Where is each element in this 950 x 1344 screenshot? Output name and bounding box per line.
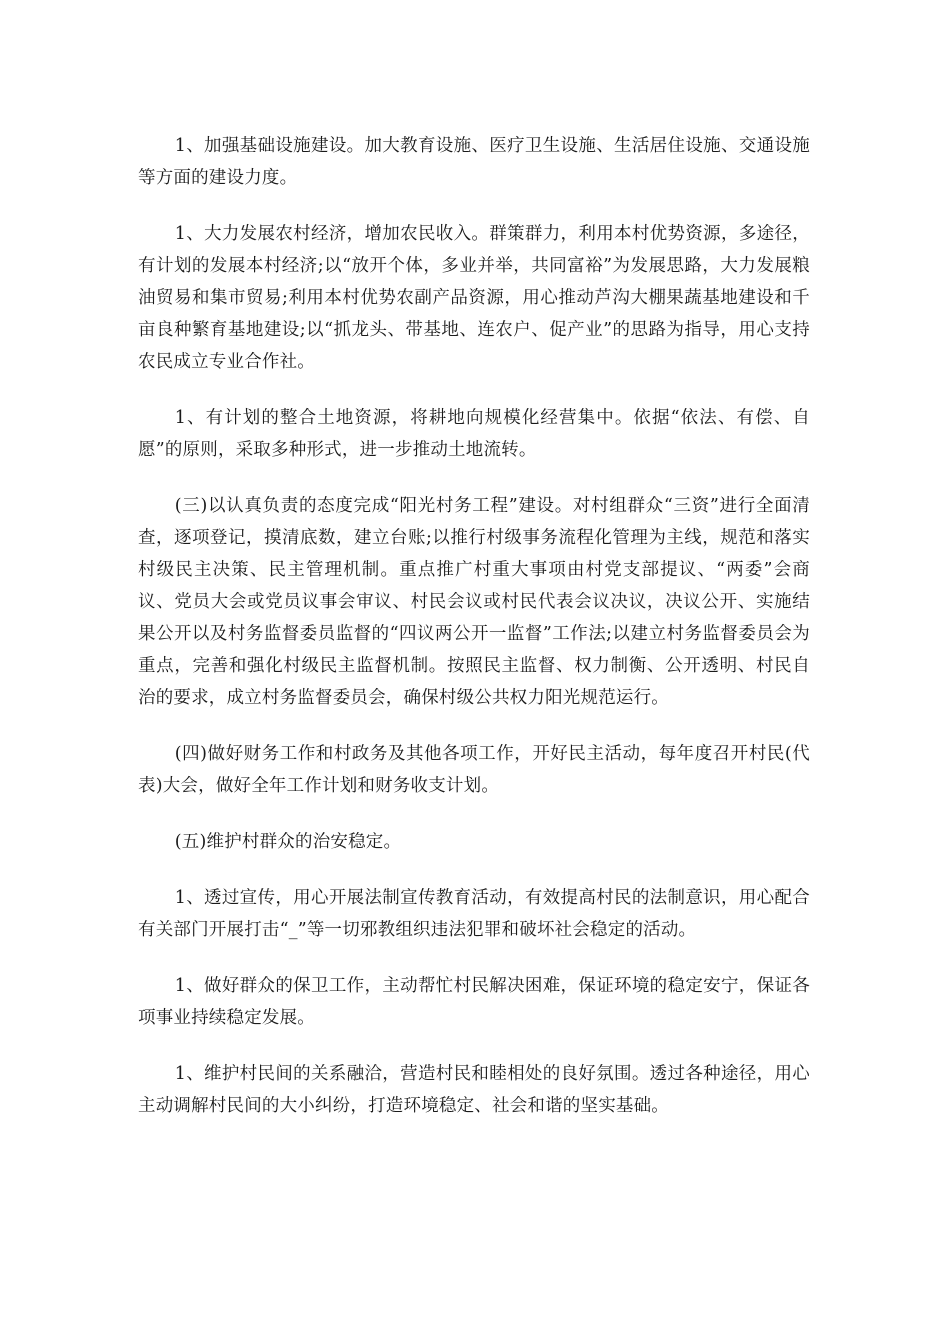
paragraph-rural-economy: 1、大力发展农村经济，增加农民收入。群策群力，利用本村优势资源，多途径，有计划的发展本村经济;以“放开个体，多业并举，共同富裕”为发展思路，大力发展粮油贸易和集市贸易;利用本村优势农副产品资源，用心推动芦沟大棚果蔬基地建设和千亩良种繁育基地建设;以“抓龙头、带基地、连农户、促产业”的思路为指导，用心支持农民成立专业合作社。	[138, 224, 810, 372]
paragraph-land-resources: 1、有计划的整合土地资源，将耕地向规模化经营集中。依据“依法、有偿、自愿”的原则，采取多种形式，进一步推动土地流转。	[138, 408, 810, 460]
paragraph-public-security-heading: (五)维护村群众的治安稳定。	[174, 832, 402, 852]
paragraph-harmonious-relations: 1、维护村民间的关系融洽，营造村民和睦相处的良好氛围。透过各种途径，用心主动调解村民间的大小纠纷，打造环境稳定、社会和谐的坚实基础。	[138, 1064, 810, 1116]
paragraph-finance-work: (四)做好财务工作和村政务及其他各项工作，开好民主活动，每年度召开村民(代表)大会，做好全年工作计划和财务收支计划。	[138, 744, 810, 796]
paragraph-protection-work: 1、做好群众的保卫工作，主动帮忙村民解决困难，保证环境的稳定安宁，保证各项事业持续稳定发展。	[138, 976, 810, 1028]
document-body	[138, 130, 810, 1146]
paragraph-legal-education: 1、透过宣传，用心开展法制宣传教育活动，有效提高村民的法制意识，用心配合有关部门开展打击“_”等一切邪教组织违法犯罪和破坏社会稳定的活动。	[138, 888, 810, 940]
paragraph-infrastructure: 1、加强基础设施建设。加大教育设施、医疗卫生设施、生活居住设施、交通设施等方面的建设力度。	[138, 136, 810, 188]
paragraph-sunshine-village-affairs: (三)以认真负责的态度完成“阳光村务工程”建设。对村组群众“三资”进行全面清查，逐项登记，摸清底数，建立台账;以推行村级事务流程化管理为主线，规范和落实村级民主决策、民主管理机制。重点推广村重大事项由村党支部提议、“两委”会商议、党员大会或党员议事会审议、村民会议或村民代表会议决议，决议公开、实施结果公开以及村务监督委员监督的“四议两公开一监督”工作法;以建立村务监督委员会为重点，完善和强化村级民主监督机制。按照民主监督、权力制衡、公开透明、村民自治的要求，成立村务监督委员会，确保村级公共权力阳光规范运行。	[138, 496, 810, 708]
